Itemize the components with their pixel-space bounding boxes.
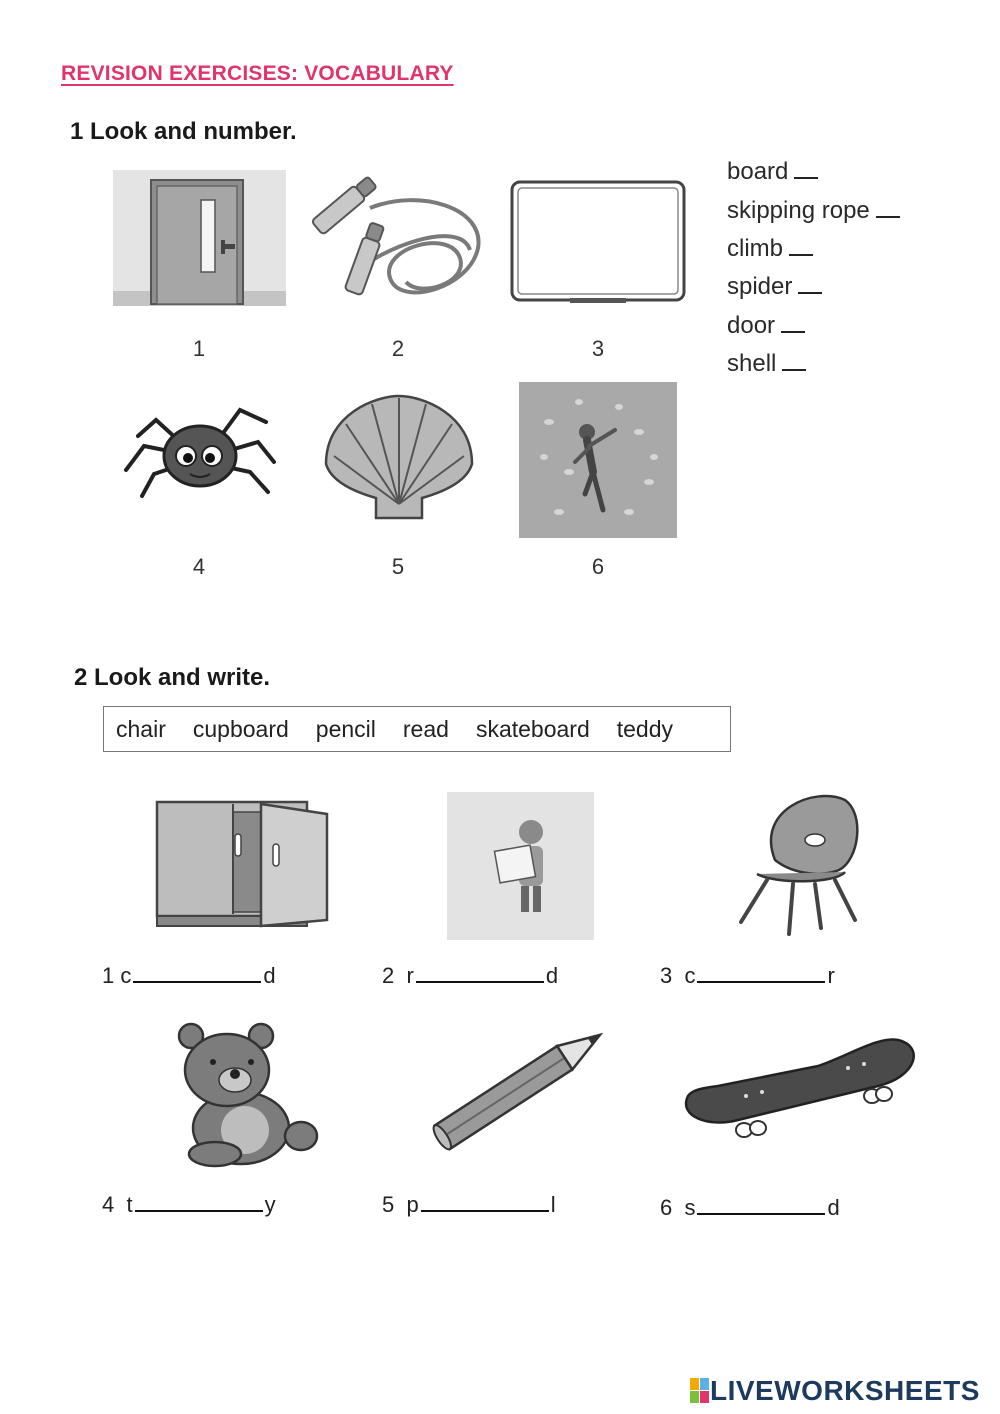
page-title: REVISION EXERCISES: VOCABULARY — [61, 62, 454, 85]
answer-blank[interactable] — [782, 351, 806, 371]
fill-in-item: 1 c d — [102, 963, 276, 988]
fill-in-item: 3 c r — [660, 963, 835, 988]
word-list-item: climb — [727, 235, 813, 263]
brand-name: LIVEWORKSHEETS — [710, 1375, 980, 1406]
word-list-item: skipping rope — [727, 197, 900, 225]
answer-line[interactable] — [416, 965, 544, 983]
word-box-item: cupboard — [192, 715, 289, 742]
word-list-item: board — [727, 158, 818, 186]
answer-blank[interactable] — [798, 274, 822, 294]
word-box-item: chair — [116, 715, 166, 742]
answer-blank[interactable] — [781, 313, 805, 333]
liveworksheets-logo — [690, 1374, 980, 1408]
word-box-item: read — [402, 715, 449, 742]
cupboard-picture — [155, 800, 333, 930]
word-list-item: spider — [727, 273, 822, 301]
exercise-1-heading: 1 Look and number. — [70, 118, 297, 145]
answer-blank[interactable] — [789, 236, 813, 256]
board-picture — [510, 180, 688, 306]
read-picture — [447, 792, 594, 940]
fill-in-item: 6 s d — [660, 1195, 840, 1220]
spider-picture — [118, 400, 280, 500]
pencil-picture — [430, 1025, 612, 1151]
fill-in-item: 2 r d — [382, 963, 559, 988]
answer-blank[interactable] — [876, 198, 900, 218]
word-list-item: shell — [727, 350, 806, 378]
answer-line[interactable] — [133, 965, 261, 983]
word-box — [103, 706, 731, 752]
answer-line[interactable] — [135, 1194, 263, 1212]
answer-blank[interactable] — [794, 159, 818, 179]
picture-number: 3 — [591, 336, 605, 361]
fill-in-item: 4 t y — [102, 1192, 276, 1217]
fill-in-item: 5 p l — [382, 1192, 556, 1217]
word-box-item: pencil — [315, 715, 376, 742]
shell-picture — [316, 394, 482, 522]
picture-number: 4 — [192, 554, 206, 579]
answer-line[interactable] — [421, 1194, 549, 1212]
word-box-item: skateboard — [475, 715, 590, 742]
door-picture — [113, 170, 286, 306]
picture-number: 1 — [192, 336, 206, 361]
picture-number: 6 — [591, 554, 605, 579]
word-list-item: door — [727, 312, 805, 340]
logo-icon — [690, 1378, 710, 1404]
picture-number: 5 — [391, 554, 405, 579]
teddy-picture — [165, 1018, 319, 1168]
climb-picture — [519, 382, 677, 538]
picture-number: 2 — [391, 336, 405, 361]
skateboard-picture — [678, 1036, 920, 1144]
answer-line[interactable] — [697, 965, 825, 983]
skipping-rope-picture — [310, 178, 490, 306]
chair-picture — [735, 790, 865, 938]
exercise-2-heading: 2 Look and write. — [74, 664, 271, 691]
word-box-item: teddy — [616, 715, 674, 742]
answer-line[interactable] — [697, 1197, 825, 1215]
